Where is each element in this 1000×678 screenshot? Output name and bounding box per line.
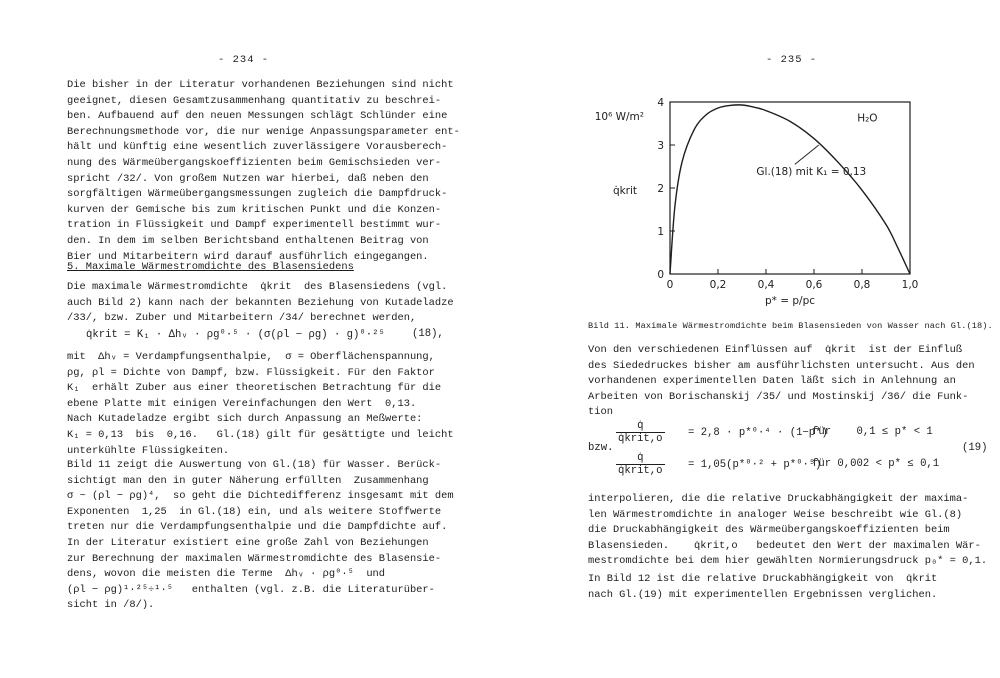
right-page: [500, 0, 1000, 678]
text-line: den. In dem im selben Berichtsband enthaltenen Beitrag von: [67, 234, 429, 247]
text-line: zur Berechnung der maximalen Wärmestromdichte des Blasensie-: [67, 552, 442, 565]
text-line: mestromdichte bei dem hier gewählten Normierungsdruck p₀* = 0,1.: [588, 555, 988, 568]
x-tick-label: 0,6: [805, 279, 823, 291]
text-line: sichtigt man den in guter Näherung erfüllten Zusammenhang: [67, 474, 429, 487]
text-line: hält und künftig eine wesentlich zuverlässigere Vorausberech-: [67, 141, 448, 154]
right-paragraph-2: [588, 492, 987, 570]
text-line: Bild 11 zeigt die Auswertung von Gl.(18) für Wasser. Berück-: [67, 459, 442, 471]
text-line: die Druckabhängigkeit des Wärmeübergangskoeffizienten beim: [588, 524, 950, 537]
equation-18-number: (18),: [412, 328, 444, 340]
x-tick-label: 0,8: [853, 279, 871, 291]
eq19-line1-rhs: = 2,8 · p*⁰·⁴ · (1−p*): [688, 427, 828, 439]
equation-19: [588, 420, 988, 482]
text-line: tion: [588, 406, 613, 419]
x-tick-label: 0,4: [757, 279, 775, 291]
text-line: (ρl − ρg)¹·²⁵÷¹·⁵ enthalten (vgl. z.B. die Literaturüber-: [67, 583, 435, 596]
y-tick-label: 2: [657, 183, 664, 195]
text-line: In Bild 12 ist die relative Druckabhängigkeit von q̇krit: [588, 573, 938, 585]
left-paragraph-1: [67, 78, 460, 265]
y-tick-label: 4: [657, 97, 664, 109]
text-line: len Wärmestromdichte in analoger Weise beschreibt wie Gl.(8): [588, 508, 963, 521]
y-axis-label: q̇krit: [612, 185, 638, 197]
text-line: Die maximale Wärmestromdichte q̇krit des Blasensiedens (vgl.: [67, 281, 448, 293]
text-line: geeignet, diesen Gesamtzusammenhang quantitativ zu beschrei-: [67, 94, 442, 107]
left-paragraph-2: [67, 280, 454, 327]
y-unit-label: 10⁶ W/m²: [594, 111, 644, 123]
left-paragraph-4: [67, 458, 454, 614]
plot-frame: [670, 102, 910, 274]
right-paragraph-1: [588, 343, 975, 421]
chart-bild-11: [594, 90, 980, 307]
right-paragraph-3: [588, 572, 937, 603]
text-line: interpolieren, die die relative Druckabhängigkeit der maxima-: [588, 493, 969, 505]
text-line: Blasensieden. q̇krit,o bedeutet den Wert der maximalen Wär-: [588, 539, 981, 552]
text-line: Berechnungsmethode vor, die nur wenige Anpassungsparameter ent-: [67, 125, 460, 138]
text-line: ebene Platte mit einigen Vereinfachungen den Wert 0,13.: [67, 397, 417, 410]
series-line-0: [670, 105, 910, 274]
y-tick-label: 0: [657, 269, 664, 281]
x-axis-label: p* = p/pc: [764, 295, 816, 307]
text-line: treten nur die Verdampfungsenthalpie und die Dampfdichte auf.: [67, 521, 448, 534]
eq19-fraction-1: [616, 420, 665, 445]
eq19-line1-condition: für 0,1 ≤ p* < 1: [812, 426, 933, 438]
text-line: Bier und Mitarbeitern wird darauf ausführlich eingegangen.: [67, 250, 429, 263]
text-line: ρg, ρl = Dichte von Dampf, bzw. Flüssigkeit. Für den Faktor: [67, 366, 435, 379]
text-line: Exponenten 1,25 in Gl.(18) ein, und als weitere Stoffwerte: [67, 505, 442, 518]
text-line: In der Literatur existiert eine große Zahl von Beziehungen: [67, 536, 429, 549]
eq19-frac1-numerator: q̇: [616, 420, 665, 433]
eq19-fraction-2: [616, 452, 665, 477]
curve-label-leader: [795, 145, 819, 164]
text-line: Die bisher in der Literatur vorhandenen Beziehungen sind nicht: [67, 79, 454, 91]
eq19-line2-rhs: = 1,05(p*⁰·² + p*⁰·⁵): [688, 459, 822, 471]
y-tick-label: 3: [657, 140, 664, 152]
text-line: Arbeiten von Borischanskij /35/ und Mostinskij /36/ die Funk-: [588, 390, 969, 403]
section-heading: 5. Maximale Wärmestromdichte des Blasensiedens: [67, 261, 354, 273]
text-line: σ ~ (ρl − ρg)⁴, so geht die Dichtedifferenz insgesamt mit dem: [67, 490, 454, 503]
x-tick-label: 0: [666, 279, 674, 291]
text-line: Nach Kutadeladze ergibt sich durch Anpassung an Meßwerte:: [67, 413, 423, 426]
figure-caption: Bild 11. Maximale Wärmestromdichte beim Blasensieden von Wasser nach Gl.(18).: [588, 321, 993, 331]
text-line: vorhandenen experimentellen Daten läßt sich in Anlehnung an: [588, 375, 956, 388]
x-tick-label: 1,0: [901, 279, 919, 291]
eq19-frac2-denominator: q̇krit,o: [618, 465, 663, 477]
text-line: nung des Wärmeübergangskoeffizienten beim Gemischsieden ver-: [67, 156, 442, 169]
eq19-bzw: bzw.: [588, 442, 614, 454]
page-number-left: - 234 -: [218, 54, 270, 66]
text-line: mit Δhᵥ = Verdampfungsenthalpie, σ = Oberflächenspannung,: [67, 351, 435, 363]
left-paragraph-3: [67, 350, 454, 459]
text-line: des Siededruckes bisher am ausführlichsten untersucht. Aus den: [588, 359, 975, 372]
substance-label: H₂O: [857, 112, 878, 125]
text-line: K₁ = 0,13 bis 0,16. Gl.(18) gilt für gesättigte und leicht: [67, 428, 454, 441]
eq19-number: (19): [962, 442, 988, 454]
x-tick-label: 0,2: [709, 279, 727, 291]
text-line: auch Bild 2) kann nach der bekannten Beziehung von Kutadeladze: [67, 296, 454, 309]
text-line: ben. Aufbauend auf den neuen Messungen schlägt Schlünder eine: [67, 110, 448, 123]
text-line: nach Gl.(19) mit experimentellen Ergebnissen verglichen.: [588, 588, 938, 601]
page-number-right: - 235 -: [766, 54, 818, 66]
equation-18: q̇krit = K₁ · Δhᵥ · ρg⁰·⁵ · (σ(ρl − ρg) · g)⁰·²⁵: [86, 329, 385, 341]
y-tick-label: 1: [657, 226, 664, 238]
text-line: unterkühlte Flüssigkeiten.: [67, 444, 230, 457]
curve-label: Gl.(18) mit K₁ = 0,13: [756, 166, 867, 179]
text-line: K₁ erhält Zuber aus einer theoretischen Betrachtung für die: [67, 382, 442, 395]
text-line: tration in Flüssigkeit und Dampf experimentell bestimmt wur-: [67, 219, 442, 232]
text-line: dens, wovon die meisten die Terme Δhᵥ · ρg⁰·⁵ und: [67, 568, 386, 581]
text-line: kurven der Gemische bis zum kritischen Punkt und die Konzen-: [67, 203, 442, 216]
text-line: /33/, bzw. Zuber und Mitarbeitern /34/ berechnet werden,: [67, 312, 417, 325]
text-line: spricht /32/. Von großem Nutzen war hierbei, daß neben den: [67, 172, 429, 185]
text-line: sorgfältigen Wärmeübergangsmessungen zugleich die Dampfdruck-: [67, 188, 448, 201]
eq19-frac1-denominator: q̇krit,o: [618, 433, 663, 445]
text-line: Von den verschiedenen Einflüssen auf q̇krit ist der Einfluß: [588, 344, 963, 356]
eq19-line2-condition: für 0,002 < p* ≤ 0,1: [812, 458, 940, 470]
eq19-frac2-numerator: q̇: [616, 452, 665, 465]
text-line: sicht in /8/).: [67, 599, 155, 612]
